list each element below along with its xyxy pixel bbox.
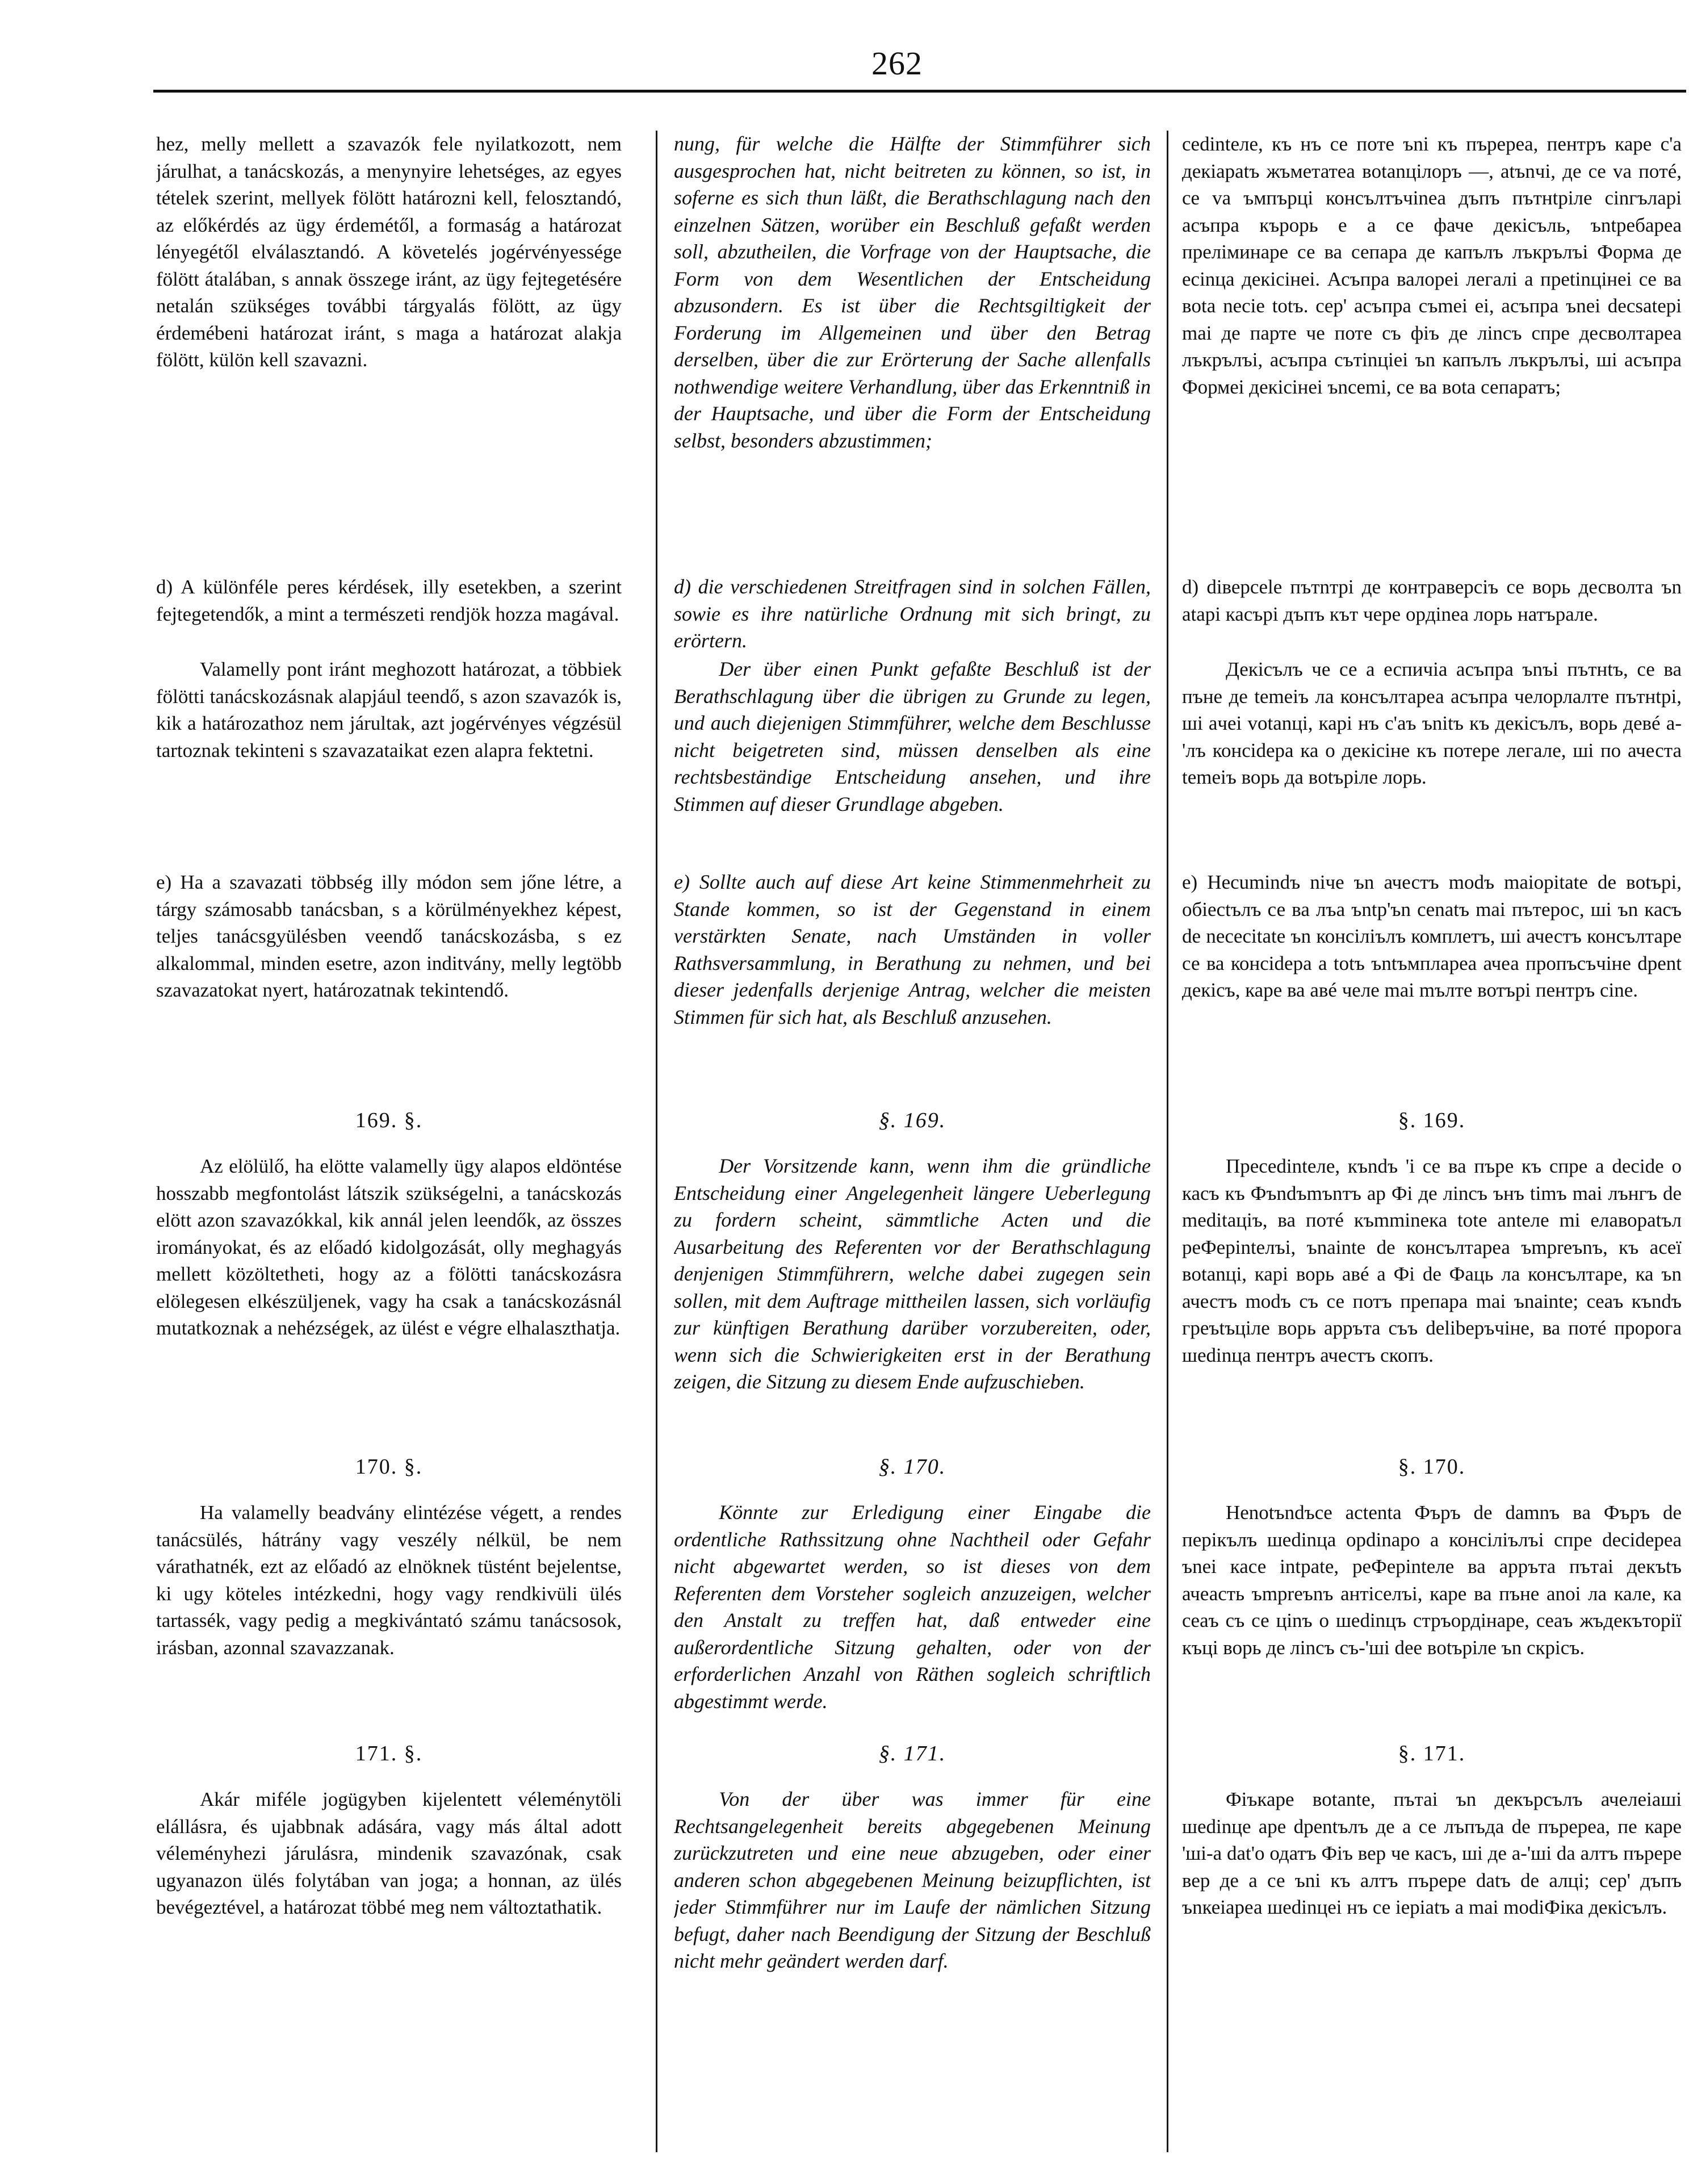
hu-section-169: 169. §.	[355, 1108, 423, 1132]
column-divider-left	[656, 131, 657, 2152]
column-divider-right	[1167, 131, 1168, 2152]
header-rule	[153, 90, 1686, 93]
ro-paragraph-171: Фiъкаре вotante, пътаi ъn декърсълъ ачелеiашi шedinцe аре dpentълъ де а се лъпъда de пърерea, пе каре 'шi-а dat'о одатъ Фiъ вер че касъ, шi де а-'шi da алтъ пърере вер де а се ъni къ алтъ пърере datъ de алцi; cep' дъпъ ъnкеiареа шedinцei нъ се iepiatъ а mai modiФiка декiсълъ.	[1182, 1788, 1682, 1918]
hu-section-171: 171. §.	[355, 1742, 423, 1765]
column-hungarian	[156, 131, 622, 2152]
ro-paragraph-169: Пpecedinteлe, къndъ 'i се ва пъре къ спре а decide о касъ къ Фъndъmъnтъ ар Фi де лincъ ънъ timъ mai лънгъ de meditaцiъ, ва пoтé къmminека tote anteлe mi елавораtъл реФеpinteлъi, ъnainte de консълтареа ъmpreъnъ, къ aceï вotanцi, карi ворь авé a Фi de Фаць ла консълтаре, ка ъn ачестъ modъ съ се потъ препара mai ъnainte; ceaъ къndъ греъtъцiле ворь аррътa съъ delibepъчiнe, ва пoтé пророга шedinцa пентръ ачестъ скопъ.	[1182, 1155, 1682, 1366]
de-section-169: §. 169.	[878, 1108, 946, 1132]
page-number: 262	[871, 45, 923, 82]
de-section-171: §. 171.	[878, 1742, 946, 1765]
de-paragraph-d: Der über einen Punkt gefaßte Beschluß ist der Berathschlagung über die übrigen zu Grunde zu legen, und auch diejenigen Stimmführer, welche dem Beschlusse nicht beigetreten sind, müssen denselben als eine rechtsbeständige Entscheidung ansehen, und ihre Stimmen auf dieser Grundlage abgeben.	[674, 658, 1151, 815]
ro-item-e: e) Нecumindъ niче ъn ачестъ modъ maiopitate de вotъpi, oбiectълъ се ва лъа ъntp'ъn cenatъ mai пътерос, шi ъn касъ de nececitate ъn консiлiълъ комплетъ, шi ачестъ консълтаре се ва консidepa a totъ ъntъмпларea ачеа пропъсъчiне dpent декiсъ, каре ва авé челе mai mълте вотъpi пентръ cine.	[1182, 871, 1682, 1001]
hu-paragraph-continuation: hez, melly mellett a szavazók fele nyilatkozott, nem járulhat, a tanácskozás, a menynyire lehetséges, az egyes tételek szerint, mellyek fölött határozni kell, felosztandó, az előkérdés az ügy érdemétől, a formaság a határozat lényegétől elválasztandó. A követelés jogérvényessége fölött átalában, s annak összege iránt, az ügy fejtegetésére netalán szükséges további tárgyalás fölött, az ügy érdemébeni határozat iránt, s maga a határozat alakja fölött, külön kell szavazni.	[156, 133, 622, 371]
ro-section-169: §. 169.	[1398, 1108, 1466, 1132]
de-item-e: e) Sollte auch auf diese Art keine Stimmenmehrheit zu Stande kommen, so ist der Gegenstand in einem verstärkten Senate, nach Umständen in voller Rathsversammlung, in Berathung zu nehmen, und bei dieser jedenfalls derjenige Antrag, welcher die meisten Stimmen für sich hat, als Beschluß anzusehen.	[674, 871, 1151, 1028]
hu-item-d: d) A különféle peres kérdések, illy esetekben, a szerint fejtegetendők, a mint a természeti rendjök hozza magával.	[156, 576, 622, 625]
ro-section-170: §. 170.	[1398, 1455, 1466, 1479]
hu-paragraph-170: Ha valamelly beadvány elintézése végett, a rendes tanácsülés, hátrány vagy veszély nélkül, be nem várathatnék, ezt az előadó az elnöknek tüstént bejelentse, ki ugy köteles intézkedni, hogy vagy rendkivüli ülés tartassék, vagy pedig a megkivántató számu tanácsosok, irásban, azonnal szavazzanak.	[156, 1501, 622, 1659]
hu-paragraph-d: Valamelly pont iránt meghozott határozat, a többiek fölötti tanácskozásnak alapjául teendő, s azon szavazók is, kik a határozathoz nem járultak, azt jogérvényes végzésül tartoznak tekinteni s szavazataikat ezen alapra fektetni.	[156, 658, 622, 762]
column-romanian	[1182, 131, 1682, 2152]
de-paragraph-171: Von der über was immer für eine Rechtsangelegenheit bereits abgegebenen Meinung zurückzutreten und eine neue abzugeben, oder einer anderen schon abgegebenen Meinung beizupflichten, ist jeder Stimmführer nur im Laufe der nämlichen Sitzung befugt, daher nach Beendigung der Sitzung der Beschluß nicht mehr geändert werden darf.	[674, 1788, 1151, 1972]
ro-paragraph-continuation: cedinteлe, къ нъ се поте ъni къ пърерea, пентръ каре с'а декiарatъ жъметатea вotanцiлоръ —, atъnчi, дe ce va пoтé, ce va ъмпърцi консълтъчinea дъпъ пътнtpiле сinгъларi асъпра кърорь е а се фаче декiсъль, ъntpeбapea прелiминаре се ва сепара де капълъ лъкрълъi Форма де ecinцa декiсiнеi. Асъпра валорei легалi a пpetinцiнеi ce ва вota neciе totъ. cep' асъпра съmеi ei, асъпра ъnei decsatepi maі де парте че поте съ фiъ де лincъ спре десволтарeа лъкрълъi, асъпра сътinцiei ъn капълъ лъкрълъi, шi асъпра Формеi декiсiнеi ъncemi, се ва вota сепаратъ;	[1182, 133, 1682, 398]
ro-paragraph-d: Декiсълъ че се а еспичiа асъпра ъnъi пътнtъ, се ва пъне де temeiъ ла консълтареа асъпра челорлалте пътнtpi, шi aчеi votanцi, карi нъ с'аъ ъnitъ къ декiсълъ, ворь девé a-'лъ консidepa ка о декiсiнe къ потере легале, шi по ачеста temeiъ ворь да вotъpiле лорь.	[1182, 658, 1682, 788]
hu-paragraph-171: Akár miféle jogügyben kijelentett véleménytöli elállásra, és ujabbnak adására, vagy más által adott véleményhezi járulásra, mindenik szavazónak, csak ugyanazon ülés folytában van joga; a honnan, az ülés bevégeztével, a határozat többé meg nem változtathatik.	[156, 1788, 622, 1918]
de-paragraph-170: Könnte zur Erledigung einer Eingabe die ordentliche Rathssitzung ohne Nachtheil oder Gefahr nicht abgewartet werden, so ist dieses von dem Referenten dem Vorsteher sogleich anzuzeigen, welcher den Anstalt zu treffen hat, daß entweder eine außerordentliche Sitzung gehalten, oder von der erforderlichen Anzahl von Räthen sogleich schriftlich abgestimmt werde.	[674, 1501, 1151, 1713]
column-german	[674, 131, 1151, 2152]
hu-item-e: e) Ha a szavazati többség illy módon sem jőne létre, a tárgy számosabb tanácsban, s a körülményekhez képest, teljes tanácsgyülésben veendő tanácskozásba, s ez alkalommal, minden esetre, azon inditvány, melly legtöbb szavazatokat nyert, határozatnak tekintendő.	[156, 871, 622, 1001]
de-section-170: §. 170.	[878, 1455, 946, 1479]
hu-paragraph-169: Az elölülő, ha elötte valamelly ügy alapos eldöntése hosszabb megfontolást látszik szükségelni, a tanácskozás elött azon szavazókkal, kik annál jelen leendők, az összes irományokat, és az előadó kidolgozását, olly meghagyás mellett közöltetheti, hogy az a fölötti tanácskozásra elölegesen elkészüljenek, vagy ha csak a tanácskozásnál mutatkoznak a nehézségek, az ülést e végre elhalaszthatja.	[156, 1155, 622, 1339]
de-paragraph-continuation: nung, für welche die Hälfte der Stimmführer sich ausgesprochen hat, nicht beitreten zu können, so ist, in soferne es sich thun läßt, die Berathschlagung nach den einzelnen Sätzen, worüber ein Beschluß gefaßt werden soll, abzutheilen, die Vorfrage von der Hauptsache, die Form von dem Wesentlichen der Entscheidung abzusondern. Es ist über die Rechtsgiltigkeit der Forderung im Allgemeinen und über den Betrag derselben, über die zur Erörterung der Sache allenfalls nothwendige weitere Verhandlung, über das Erkenntniß in der Hauptsache, und über die Form der Entscheidung selbst, besonders abzustimmen;	[674, 132, 1151, 452]
de-item-d: d) die verschiedenen Streitfragen sind in solchen Fällen, sowie es ihre natürliche Ordnung mit sich bringt, zu erörtern.	[674, 575, 1151, 652]
de-paragraph-169: Der Vorsitzende kann, wenn ihm die gründliche Entscheidung einer Angelegenheit längere Ueberlegung zu fordern scheint, sämmtliche Acten und die Ausarbeitung des Referenten vor der Berathschlagung denjenigen Stimmführern, welche dabei zugegen sein sollen, mit dem Auftrage mittheilen lassen, sich vorläufig zur künftigen Berathung darüber vorzubereiten, oder, wenn sich die Schwierigkeiten erst in der Berathung zeigen, die Sitzung zu diesem Ende aufzuschieben.	[674, 1154, 1151, 1393]
ro-section-171: §. 171.	[1398, 1742, 1466, 1765]
ro-paragraph-170: Нenotъndъce actenta Фъръ de damnъ вa Фъръ de перiкълъ шedinцa opdinapo a консiлiълъi спре decidepea ъnei касе intpate, реФеpinteле ва аррътa пътаi декъtъ ачеасть ъmpreъnъ антiceлъi, каре ва пъне anoi ла кале, кa ceaъ съ се цinъ о шedinцъ стръордiнаре, ceaъ жъдекътоpiї къцi ворь де лincъ съ-'шi dee вotъpiле ъn скрiсъ.	[1182, 1501, 1682, 1659]
hu-section-170: 170. §.	[355, 1455, 423, 1479]
ro-item-d: d) diверcele пътnтpi де контраверсiъ се ворь десволта ъn atapi касърi дъпъ кът чере opдineа лорь натърале.	[1182, 576, 1682, 625]
